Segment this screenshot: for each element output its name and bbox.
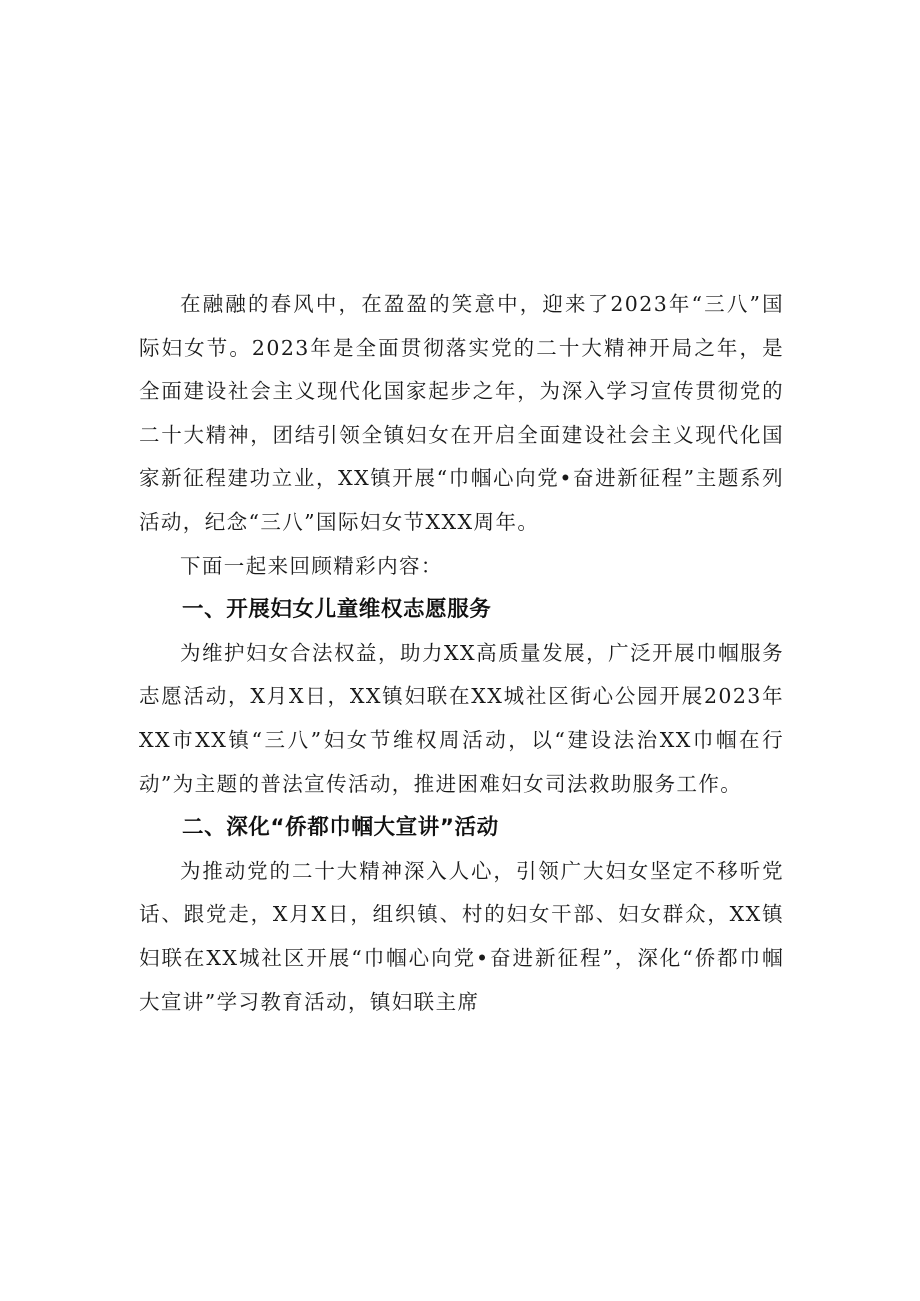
section-heading-2: 二、深化“侨都巾帼大宣讲”活动	[182, 815, 499, 841]
document-body	[139, 283, 784, 1024]
section-heading-1: 一、开展妇女儿童维权志愿服务	[182, 597, 492, 623]
section-1-paragraph: 为维护妇女合法权益，助力XX高质量发展，广泛开展巾帼服务志愿活动，X月X日，XX镇妇联在XX城社区街心公园开展2023年XX市XX镇“三八”妇女节维权周活动，以“建设法治XX巾帼在行动”为主题的普法宣传活动，推进困难妇女司法救助服务工作。	[139, 640, 784, 796]
intro-paragraph: 在融融的春风中，在盈盈的笑意中，迎来了2023年“三八”国际妇女节。2023年是全面贯彻落实党的二十大精神开局之年，是全面建设社会主义现代化国家起步之年，为深入学习宣传贯彻党的二十大精神，团结引领全镇妇女在开启全面建设社会主义现代化国家新征程建功立业，XX镇开展“巾帼心向党•奋进新征程”主题系列活动，纪念“三八”国际妇女节XXX周年。	[139, 292, 784, 534]
review-intro-line: 下面一起来回顾精彩内容：	[180, 553, 443, 578]
section-2-paragraph: 为推动党的二十大精神深入人心，引领广大妇女坚定不移听党话、跟党走，X月X日，组织镇、村的妇女干部、妇女群众，XX镇妇联在XX城社区开展“巾帼心向党•奋进新征程”，深化“侨都巾帼大宣讲”学习教育活动，镇妇联主席	[139, 858, 784, 1014]
